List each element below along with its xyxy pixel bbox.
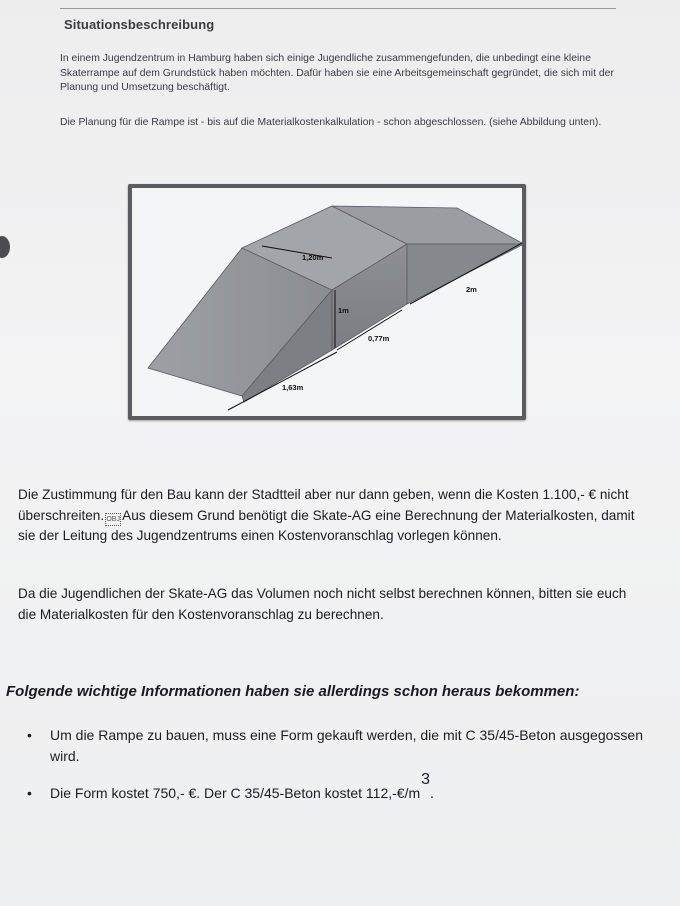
ramp-figure-canvas <box>132 188 522 416</box>
cost-paragraph-part-2: Aus diesem Grund benötigt die Skate-AG eine Berechnung der Materialkosten, damit sie der Leitung des Jugendzentrums einen Kostenvoranschlag vorlegen können. <box>18 507 635 543</box>
section-title: Situationsbeschreibung <box>64 17 215 32</box>
ramp-figure <box>128 184 526 420</box>
label-top-width: 1,20m <box>302 253 324 262</box>
label-length: 2m <box>466 285 477 294</box>
info-heading: Folgende wichtige Informationen haben sie allerdings schon heraus bekommen: <box>6 683 580 700</box>
top-rule <box>60 8 616 9</box>
request-paragraph: Da die Jugendlichen der Skate-AG das Volumen noch nicht selbst berechnen können, bitten sie euch die Materialkosten für den Kostenvoranschlag zu berechnen. <box>18 586 627 622</box>
label-base: 1,63m <box>282 383 304 392</box>
ramp-diagram <box>132 188 522 416</box>
intro-paragraph-1: In einem Jugendzentrum in Hamburg haben sich einige Jugendliche zusammengefunden, die unbedingt eine kleine Skaterrampe auf dem Grundstück haben möchten. Dafür haben sie eine Arbeitsgemeinschaft gegründet, die sich mit der Planung und Umsetzung beschäftigt. <box>60 53 614 93</box>
bullet-dot: • <box>27 785 32 801</box>
label-height: 1m <box>338 306 349 315</box>
cost-paragraph-part-1: Die Zustimmung für den Bau kann der Stadtteil aber nur dann geben, wenn die Kosten 1.100,- € nicht überschreiten. <box>18 487 629 523</box>
info-bullet-2-end: . <box>430 785 434 801</box>
label-middle: 0,77m <box>368 334 390 343</box>
intro-paragraph-2: Die Planung für die Rampe ist - bis auf die Materialkostenkalkulation - schon abgeschlossen. (siehe Abbildung unten). <box>60 117 602 128</box>
object-placeholder-icon: OBJ <box>105 513 121 526</box>
page-edge-shadow <box>0 236 10 258</box>
info-bullet-2-text: Die Form kostet 750,- €. Der C 35/45-Beton kostet 112,-€/m <box>50 785 421 801</box>
cost-paragraph <box>18 485 638 547</box>
info-bullet-1-text: Um die Rampe zu bauen, muss eine Form gekauft werden, die mit C 35/45-Beton ausgegossen wird. <box>50 727 643 764</box>
info-bullet-item <box>24 725 644 767</box>
info-bullet-item <box>24 771 644 804</box>
superscript-exponent: 3 <box>421 771 431 788</box>
bullet-dot: • <box>27 727 32 743</box>
info-bullet-list <box>24 725 644 820</box>
